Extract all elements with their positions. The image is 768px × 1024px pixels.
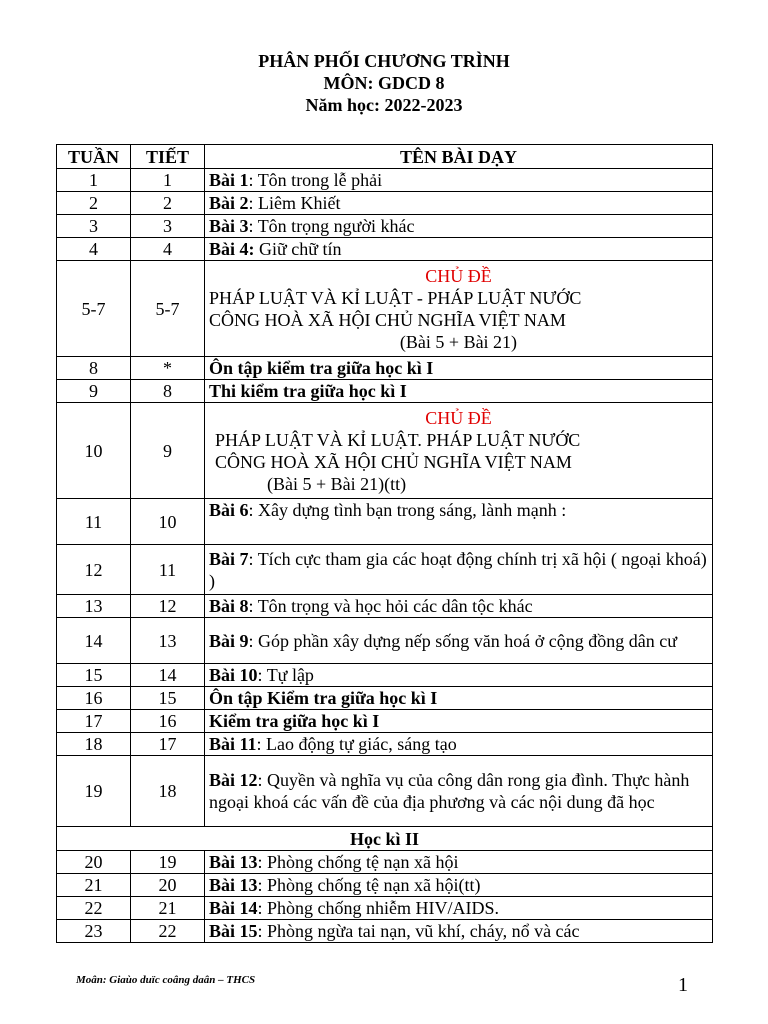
curriculum-table: [56, 144, 713, 943]
week-cell: 5-7: [57, 261, 131, 357]
lesson-title: : Phòng chống nhiễm HIV/AIDS.: [257, 898, 500, 918]
table-row: [57, 192, 713, 215]
topic-title-line: PHÁP LUẬT VÀ KỈ LUẬT. PHÁP LUẬT NƯỚC: [215, 429, 581, 450]
lesson-title: : Tự lập: [257, 665, 314, 685]
lesson-title: Giữ chữ tín: [254, 239, 342, 259]
lesson-title: : Phòng chống tệ nạn xã hội(tt): [257, 875, 481, 895]
lesson-cell: [205, 851, 713, 874]
lesson-title: : Liêm Khiết: [248, 193, 341, 213]
table-row: [57, 261, 713, 357]
lesson-number: Bài 10: [209, 665, 258, 685]
lesson-title: : Tôn trọng người khác: [248, 216, 415, 236]
week-cell: 3: [57, 215, 131, 238]
table-row: [57, 357, 713, 380]
week-cell: 9: [57, 380, 131, 403]
lesson-cell: [205, 545, 713, 595]
semester-row: [57, 827, 713, 851]
period-cell: 18: [131, 756, 205, 827]
lesson-cell: [205, 687, 713, 710]
lesson-number: Ôn tập Kiểm tra giữa học kì I: [209, 688, 438, 708]
lesson-cell: [205, 897, 713, 920]
table-row: [57, 215, 713, 238]
period-cell: 16: [131, 710, 205, 733]
title-line-program: PHÂN PHỐI CHƯƠNG TRÌNH: [258, 51, 510, 71]
lesson-number: Kiểm tra giữa học kì I: [209, 711, 380, 731]
table-row: [57, 920, 713, 943]
lesson-cell: [205, 238, 713, 261]
lesson-title: : Góp phần xây dựng nếp sống văn hoá ở cộng đồng dân cư: [248, 630, 677, 651]
lesson-title: : Quyền và nghĩa vụ của công dân rong gia đình. Thực hành ngoại khoá các vấn đề của địa phương và các nội dung đã học: [209, 770, 690, 812]
period-cell: 3: [131, 215, 205, 238]
week-cell: 18: [57, 733, 131, 756]
table-row: [57, 874, 713, 897]
lesson-number: Bài 7: [209, 548, 249, 569]
lesson-number: Bài 15: [209, 921, 258, 941]
week-cell: 19: [57, 756, 131, 827]
period-cell: *: [131, 357, 205, 380]
lesson-title: : Phòng chống tệ nạn xã hội: [257, 852, 459, 872]
lesson-title: : Lao động tự giác, sáng tạo: [256, 734, 457, 754]
period-cell: 17: [131, 733, 205, 756]
lesson-number: Bài 11: [209, 734, 257, 754]
lesson-cell: [205, 499, 713, 545]
lesson-number: Bài 9: [209, 630, 249, 651]
lesson-cell: [205, 169, 713, 192]
table-row: [57, 897, 713, 920]
table-header-row: [57, 145, 713, 169]
period-cell: 8: [131, 380, 205, 403]
semester-label: Học kì II: [57, 827, 713, 851]
lesson-cell: [205, 756, 713, 827]
lesson-number: Ôn tập kiểm tra giữa học kì I: [209, 358, 434, 378]
week-cell: 23: [57, 920, 131, 943]
period-cell: 11: [131, 545, 205, 595]
table-row: [57, 710, 713, 733]
week-cell: 10: [57, 403, 131, 499]
lesson-number: Bài 13: [209, 875, 258, 895]
table-row: [57, 756, 713, 827]
topic-title-line: CÔNG HOÀ XÃ HỘI CHỦ NGHĨA VIỆT NAM: [209, 309, 566, 330]
week-cell: 16: [57, 687, 131, 710]
week-cell: 2: [57, 192, 131, 215]
header-week: TUẦN: [57, 145, 131, 169]
lesson-number: Bài 12: [209, 770, 258, 790]
lesson-title: : Tôn trọng và học hỏi các dân tộc khác: [248, 596, 533, 616]
period-cell: 4: [131, 238, 205, 261]
topic-title-line: (Bài 5 + Bài 21)(tt): [267, 473, 407, 494]
header-lesson: TÊN BÀI DẠY: [205, 145, 713, 169]
topic-title-line: CÔNG HOÀ XÃ HỘI CHỦ NGHĨA VIỆT NAM: [215, 451, 572, 472]
lesson-number: Bài 8: [209, 596, 249, 616]
table-row: [57, 851, 713, 874]
lesson-cell: [205, 595, 713, 618]
topic-title-line: (Bài 5 + Bài 21): [399, 331, 518, 352]
lesson-number: Bài 14: [209, 898, 258, 918]
table-row: [57, 595, 713, 618]
period-cell: 2: [131, 192, 205, 215]
header-period: TIẾT: [131, 145, 205, 169]
week-cell: 22: [57, 897, 131, 920]
topic-heading: CHỦ ĐỀ: [425, 265, 492, 286]
table-row: [57, 687, 713, 710]
period-cell: 15: [131, 687, 205, 710]
lesson-cell: [205, 874, 713, 897]
footer-subject: Moân: Giaùo duïc coâng daân – THCS: [76, 974, 256, 986]
page-number: 1: [678, 974, 688, 996]
week-cell: 1: [57, 169, 131, 192]
table-row: [57, 664, 713, 687]
period-cell: 20: [131, 874, 205, 897]
topic-heading: CHỦ ĐỀ: [425, 407, 492, 428]
lesson-cell: [205, 215, 713, 238]
title-line-school-year: Năm học: 2022-2023: [305, 95, 463, 115]
document-title: [0, 50, 768, 116]
lesson-number: Bài 3: [209, 216, 249, 236]
week-cell: 8: [57, 357, 131, 380]
lesson-cell: [205, 403, 713, 499]
lesson-number: Thi kiểm tra giữa học kì I: [209, 381, 407, 401]
lesson-number: Bài 4:: [209, 239, 255, 259]
period-cell: 13: [131, 618, 205, 664]
lesson-cell: [205, 710, 713, 733]
week-cell: 11: [57, 499, 131, 545]
week-cell: 14: [57, 618, 131, 664]
period-cell: 9: [131, 403, 205, 499]
lesson-cell: [205, 261, 713, 357]
week-cell: 17: [57, 710, 131, 733]
lesson-number: Bài 1: [209, 170, 249, 190]
week-cell: 21: [57, 874, 131, 897]
lesson-cell: [205, 920, 713, 943]
lesson-number: Bài 13: [209, 852, 258, 872]
week-cell: 13: [57, 595, 131, 618]
week-cell: 4: [57, 238, 131, 261]
period-cell: 1: [131, 169, 205, 192]
table-row: [57, 169, 713, 192]
table-row: [57, 499, 713, 545]
period-cell: 5-7: [131, 261, 205, 357]
lesson-title: : Tích cực tham gia các hoạt động chính trị xã hội ( ngoại khoá) ): [209, 548, 707, 591]
table-row: [57, 238, 713, 261]
lesson-title: : Xây dựng tình bạn trong sáng, lành mạnh :: [248, 500, 567, 520]
lesson-title: : Phòng ngừa tai nạn, vũ khí, cháy, nổ và các: [257, 921, 580, 941]
lesson-cell: [205, 192, 713, 215]
period-cell: 10: [131, 499, 205, 545]
week-cell: 12: [57, 545, 131, 595]
lesson-title: : Tôn trong lễ phải: [248, 170, 383, 190]
period-cell: 12: [131, 595, 205, 618]
topic-title-line: PHÁP LUẬT VÀ KỈ LUẬT - PHÁP LUẬT NƯỚC: [209, 287, 582, 308]
lesson-cell: [205, 380, 713, 403]
week-cell: 15: [57, 664, 131, 687]
table-row: [57, 380, 713, 403]
week-cell: 20: [57, 851, 131, 874]
lesson-cell: [205, 664, 713, 687]
table-row: [57, 545, 713, 595]
period-cell: 22: [131, 920, 205, 943]
table-row: [57, 618, 713, 664]
table-row: [57, 403, 713, 499]
period-cell: 14: [131, 664, 205, 687]
title-line-subject: MÔN: GDCD 8: [323, 73, 445, 93]
period-cell: 21: [131, 897, 205, 920]
lesson-number: Bài 6: [209, 500, 249, 520]
lesson-cell: [205, 618, 713, 664]
lesson-number: Bài 2: [209, 193, 249, 213]
table-row: [57, 733, 713, 756]
lesson-cell: [205, 733, 713, 756]
lesson-cell: [205, 357, 713, 380]
period-cell: 19: [131, 851, 205, 874]
